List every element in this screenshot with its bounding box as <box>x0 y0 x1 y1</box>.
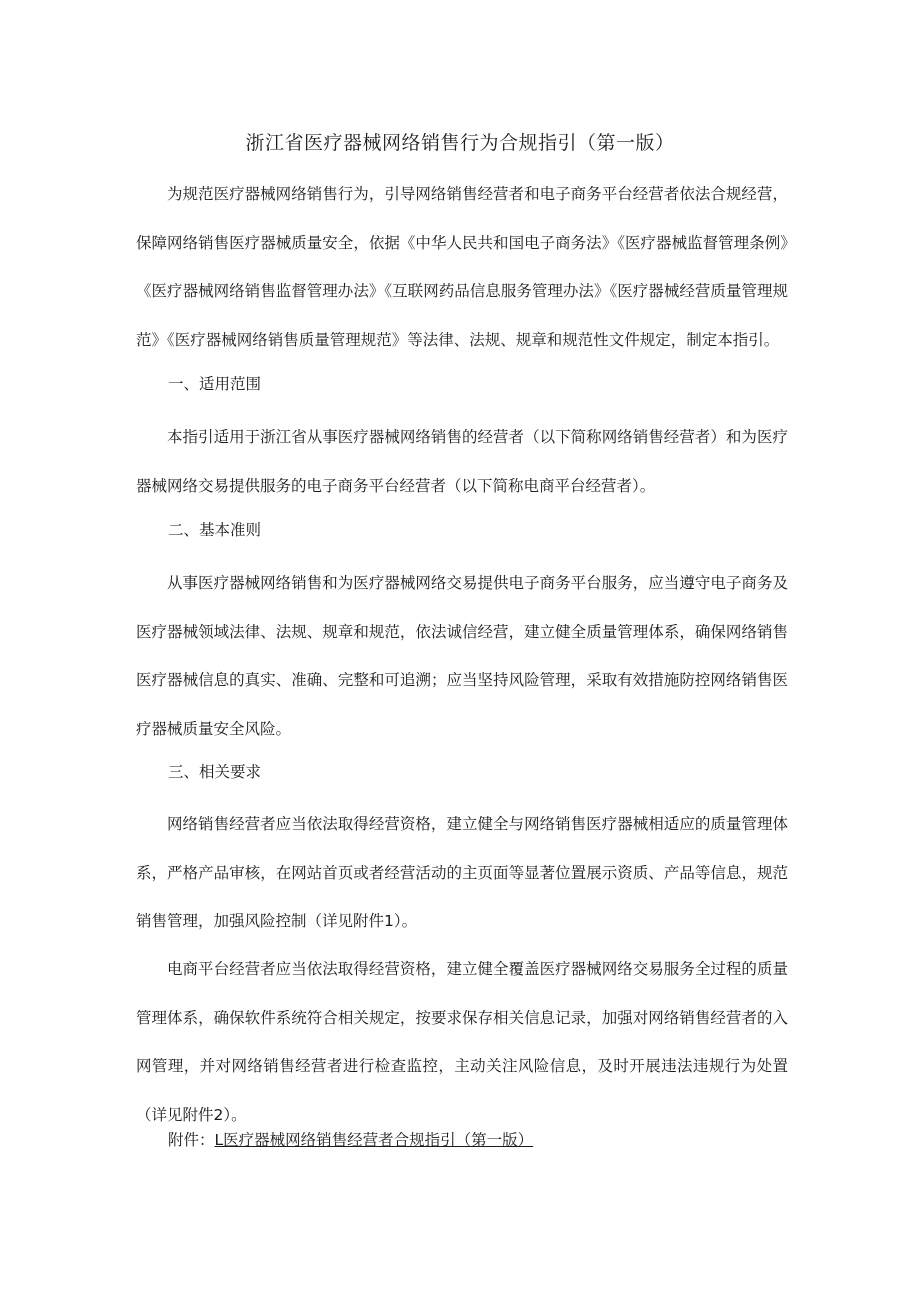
document-title: 浙江省医疗器械网络销售行为合规指引（第一版） <box>245 132 675 154</box>
attachment-line <box>168 1125 533 1155</box>
section-heading-requirements: 三、相关要求 <box>168 763 262 781</box>
scope-paragraph: 本指引适用于浙江省从事医疗器械网络销售的经营者（以下简称网络销售经营者）和为医疗器械网络交易提供服务的电子商务平台经营者（以下简称电商平台经营者）。 <box>136 428 788 495</box>
requirements-paragraph-2: 电商平台经营者应当依法取得经营资格，建立健全覆盖医疗器械网络交易服务全过程的质量管理体系，确保软件系统符合相关规定，按要求保存相关信息记录，加强对网络销售经营者的入网管理，并对网络销售经营者进行检查监控，主动关注风险信息，及时开展违法违规行为处置（详见附件2）。 <box>136 960 788 1124</box>
section-heading-scope: 一、适用范围 <box>168 375 262 393</box>
principles-paragraph: 从事医疗器械网络销售和为医疗器械网络交易提供电子商务平台服务，应当遵守电子商务及医疗器械领域法律、法规、规章和规范，依法诚信经营，建立健全质量管理体系，确保网络销售医疗器械信息的真实、准确、完整和可追溯；应当坚持风险管理，采取有效措施防控网络销售医疗器械质量安全风险。 <box>136 574 788 738</box>
requirements-paragraph-1: 网络销售经营者应当依法取得经营资格，建立健全与网络销售医疗器械相适应的质量管理体系，严格产品审核，在网站首页或者经营活动的主页面等显著位置展示资质、产品等信息，规范销售管理，加强风险控制（详见附件1）。 <box>136 815 788 930</box>
intro-paragraph: 为规范医疗器械网络销售行为，引导网络销售经营者和电子商务平台经营者依法合规经营，保障网络销售医疗器械质量安全，依据《中华人民共和国电子商务法》《医疗器械监督管理条例》《医疗器械网络销售监督管理办法》《互联网药品信息服务管理办法》《医疗器械经营质量管理规范》《医疗器械网络销售质量管理规范》等法律、法规、规章和规范性文件规定，制定本指引。 <box>136 185 788 349</box>
attachment-link[interactable]: L医疗器械网络销售经营者合规指引（第一版） <box>214 1131 534 1149</box>
section-heading-principles: 二、基本准则 <box>168 521 262 539</box>
attachment-label: 附件： <box>168 1131 215 1149</box>
